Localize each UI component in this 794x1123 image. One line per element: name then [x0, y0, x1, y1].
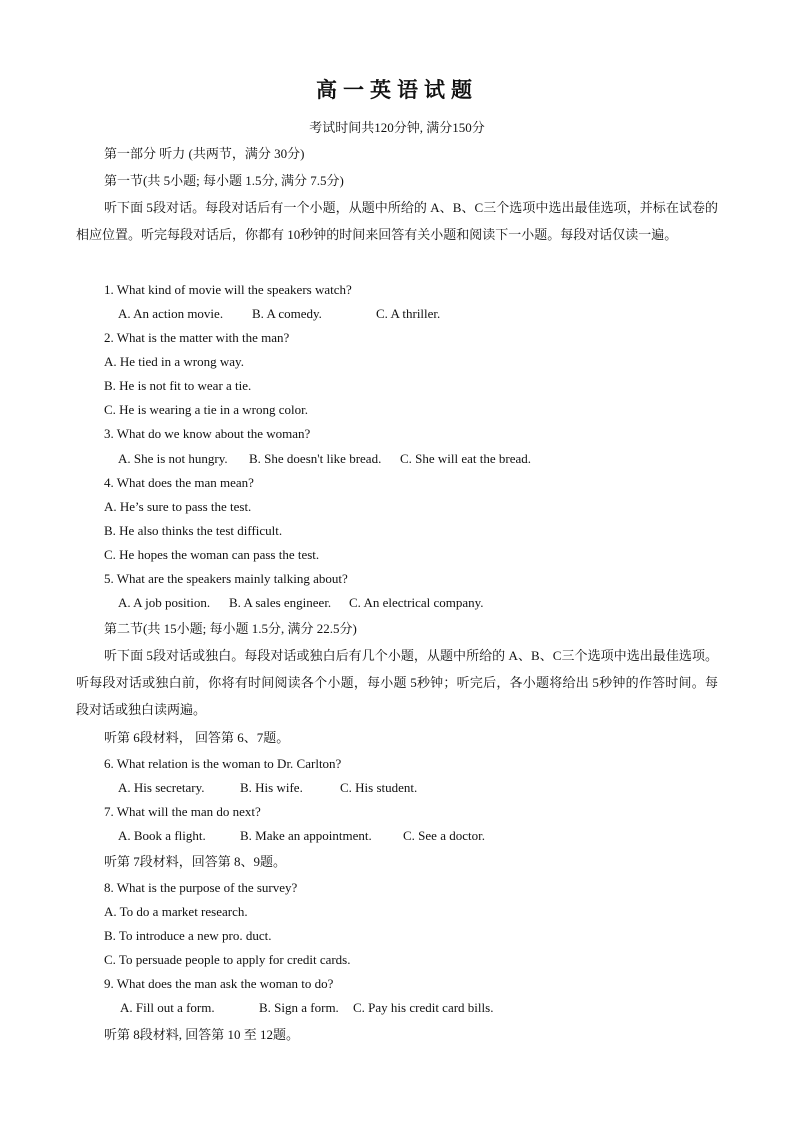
- q9-stem: 9. What does the man ask the woman to do?: [104, 976, 334, 991]
- q1-option-b: B. A comedy.: [252, 306, 322, 321]
- section1-heading: 第一节(共 5小题; 每小题 1.5分, 满分 7.5分): [104, 173, 344, 188]
- q7-stem: 7. What will the man do next?: [104, 804, 261, 819]
- q1-stem: 1. What kind of movie will the speakers watch?: [104, 282, 352, 297]
- q7-option-c: C. See a doctor.: [403, 828, 485, 843]
- q8-stem: 8. What is the purpose of the survey?: [104, 880, 298, 895]
- q4-option-c: C. He hopes the woman can pass the test.: [104, 547, 320, 562]
- q8-option-b: B. To introduce a new pro. duct.: [104, 928, 272, 943]
- q7-option-a: A. Book a flight.: [118, 828, 206, 843]
- q6-option-c: C. His student.: [340, 780, 418, 795]
- q7-options: [118, 827, 485, 845]
- q3-option-a: A. She is not hungry.: [118, 451, 228, 466]
- q6-option-b: B. His wife.: [240, 780, 303, 795]
- q2-option-a: A. He tied in a wrong way.: [104, 354, 244, 369]
- q2-stem: 2. What is the matter with the man?: [104, 330, 290, 345]
- q3-option-b: B. She doesn't like bread.: [249, 451, 382, 466]
- q1-option-c: C. A thriller.: [376, 306, 441, 321]
- q8-option-c: C. To persuade people to apply for credit cards.: [104, 952, 351, 967]
- q4-option-a: A. He’s sure to pass the test.: [104, 499, 252, 514]
- q9-options: [120, 999, 493, 1017]
- q6-option-a: A. His secretary.: [118, 780, 205, 795]
- q3-stem: 3. What do we know about the woman?: [104, 426, 311, 441]
- section2-instructions: 听下面 5段对话或独白。每段对话或独白后有几个小题，从题中所给的 A、B、C三个选项中选出最佳选项。听每段对话或独白前，你将有时间阅读各个小题，每小题 5秒钟；听完后，各小题将给出 5秒钟的作答时间。每段对话或独白读两遍。: [76, 648, 718, 717]
- q1-options: [118, 305, 440, 323]
- q5-options: [118, 594, 484, 612]
- q9-option-b: B. Sign a form.: [259, 1000, 339, 1015]
- q1-option-a: A. An action movie.: [118, 306, 224, 321]
- material6-heading: 听第 6段材料， 回答第 6、7题。: [104, 730, 290, 745]
- q5-stem: 5. What are the speakers mainly talking about?: [104, 571, 348, 586]
- q6-stem: 6. What relation is the woman to Dr. Carlton?: [104, 756, 342, 771]
- q2-option-b: B. He is not fit to wear a tie.: [104, 378, 252, 393]
- section2-heading: 第二节(共 15小题; 每小题 1.5分, 满分 22.5分): [104, 621, 357, 636]
- q4-option-b: B. He also thinks the test difficult.: [104, 523, 283, 538]
- q9-option-c: C. Pay his credit card bills.: [353, 1000, 494, 1015]
- q5-option-a: A. A job position.: [118, 595, 211, 610]
- q7-option-b: B. Make an appointment.: [240, 828, 372, 843]
- q5-option-c: C. An electrical company.: [349, 595, 484, 610]
- exam-time-note: 考试时间共120分钟, 满分150分: [309, 120, 485, 135]
- q8-option-a: A. To do a market research.: [104, 904, 248, 919]
- page-title: 高一英语试题: [316, 77, 478, 102]
- part1-heading: 第一部分 听力 (共两节，满分 30分): [104, 146, 305, 161]
- q4-stem: 4. What does the man mean?: [104, 475, 254, 490]
- q6-options: [118, 779, 417, 797]
- material8-heading: 听第 8段材料, 回答第 10 至 12题。: [104, 1027, 300, 1042]
- q2-option-c: C. He is wearing a tie in a wrong color.: [104, 402, 308, 417]
- section1-instructions: 听下面 5段对话。每段对话后有一个小题，从题中所给的 A、B、C三个选项中选出最佳选项，并标在试卷的相应位置。听完每段对话后，你都有 10秒钟的时间来回答有关小题和阅读下一小题。每段对话仅读一遍。: [76, 200, 718, 242]
- q9-option-a: A. Fill out a form.: [120, 1000, 215, 1015]
- material7-heading: 听第 7段材料，回答第 8、9题。: [104, 854, 287, 869]
- q3-options: [118, 450, 531, 468]
- q5-option-b: B. A sales engineer.: [229, 595, 332, 610]
- q3-option-c: C. She will eat the bread.: [400, 451, 532, 466]
